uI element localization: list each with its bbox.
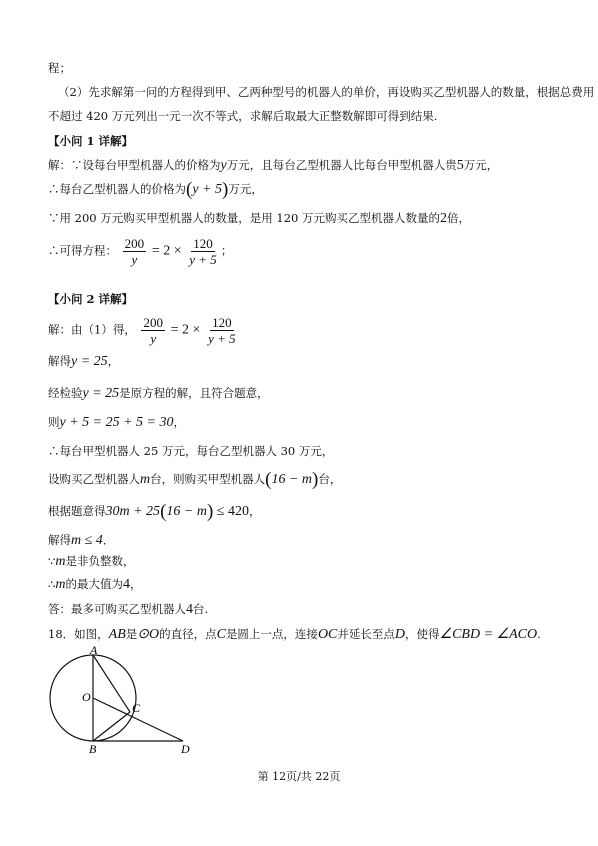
fraction: $\frac{200}{y}$ [143, 315, 163, 346]
text-line: ∴每台乙型机器人的价格为(y + 5)万元， [48, 179, 263, 200]
label-d: D [181, 742, 190, 754]
fraction: $\frac{120}{y + 5}$ [208, 315, 236, 346]
text-line: ∴每台甲型机器人 25 万元，每台乙型机器人 30 万元， [48, 444, 334, 458]
label-b: B [89, 742, 97, 754]
text-line: 则y + 5 = 25 + 5 = 30， [48, 415, 186, 430]
fraction: $\frac{200}{y}$ [124, 236, 145, 267]
text-line: ∵m是非负整数， [48, 554, 135, 569]
text-line: 设购买乙型机器人m台，则购买甲型机器人(16 − m)台， [48, 469, 342, 490]
text-line: 经检验y = 25是原方程的解，且符合题意， [48, 386, 269, 401]
equation-line: 解：由（1）得， $\frac{200}{y}$ = 2 × $\frac{120}{y + 5}$ [48, 315, 236, 346]
question-18: 18．如图，AB是⊙O的直径，点C是圆上一点，连接OC并延长至点D，使得∠CBD = ∠ACO. [48, 627, 541, 642]
text-line: 解得m ≤ 4． [48, 533, 115, 548]
text-line: ∵用 200 万元购买甲型机器人的数量，是用 120 万元购买乙型机器人数量的2倍， [48, 211, 471, 226]
page-footer: 第 12页/共 22页 [257, 770, 341, 783]
geometry-figure [46, 644, 206, 754]
text-line: 不超过 420 万元列出一元一次不等式，求解后取最大正整数解即可得到结果. [48, 109, 438, 123]
fraction: $\frac{120}{y + 5}$ [189, 236, 217, 267]
text-line: 答：最多可购买乙型机器人4台. [48, 602, 209, 617]
text-line: 根据题意得30m + 25(16 − m) ≤ 420， [48, 501, 261, 522]
text-line: （2）先求解第一问的方程得到甲、乙两种型号的机器人的单价，再设购买乙型机器人的数量，根据总费用 [58, 85, 595, 99]
section-heading: 【小问 2 详解】 [48, 292, 134, 306]
text-line: 程； [48, 61, 71, 75]
label-a: A [90, 644, 98, 657]
text-line: 解得y = 25， [48, 354, 120, 369]
equation-line: ∴可得方程： $\frac{200}{y}$ = 2 × $\frac{120}{y + 5}$ ； [48, 236, 233, 267]
text-line: 解：∵设每台甲型机器人的价格为y万元，且每台乙型机器人比每台甲型机器人贵5万元， [48, 158, 499, 173]
segment-ac [93, 655, 130, 712]
label-o: O [82, 690, 91, 704]
section-heading: 【小问 1 详解】 [48, 134, 134, 148]
text-line: ∴m的最大值为4， [48, 577, 142, 592]
label-c: C [132, 701, 141, 715]
